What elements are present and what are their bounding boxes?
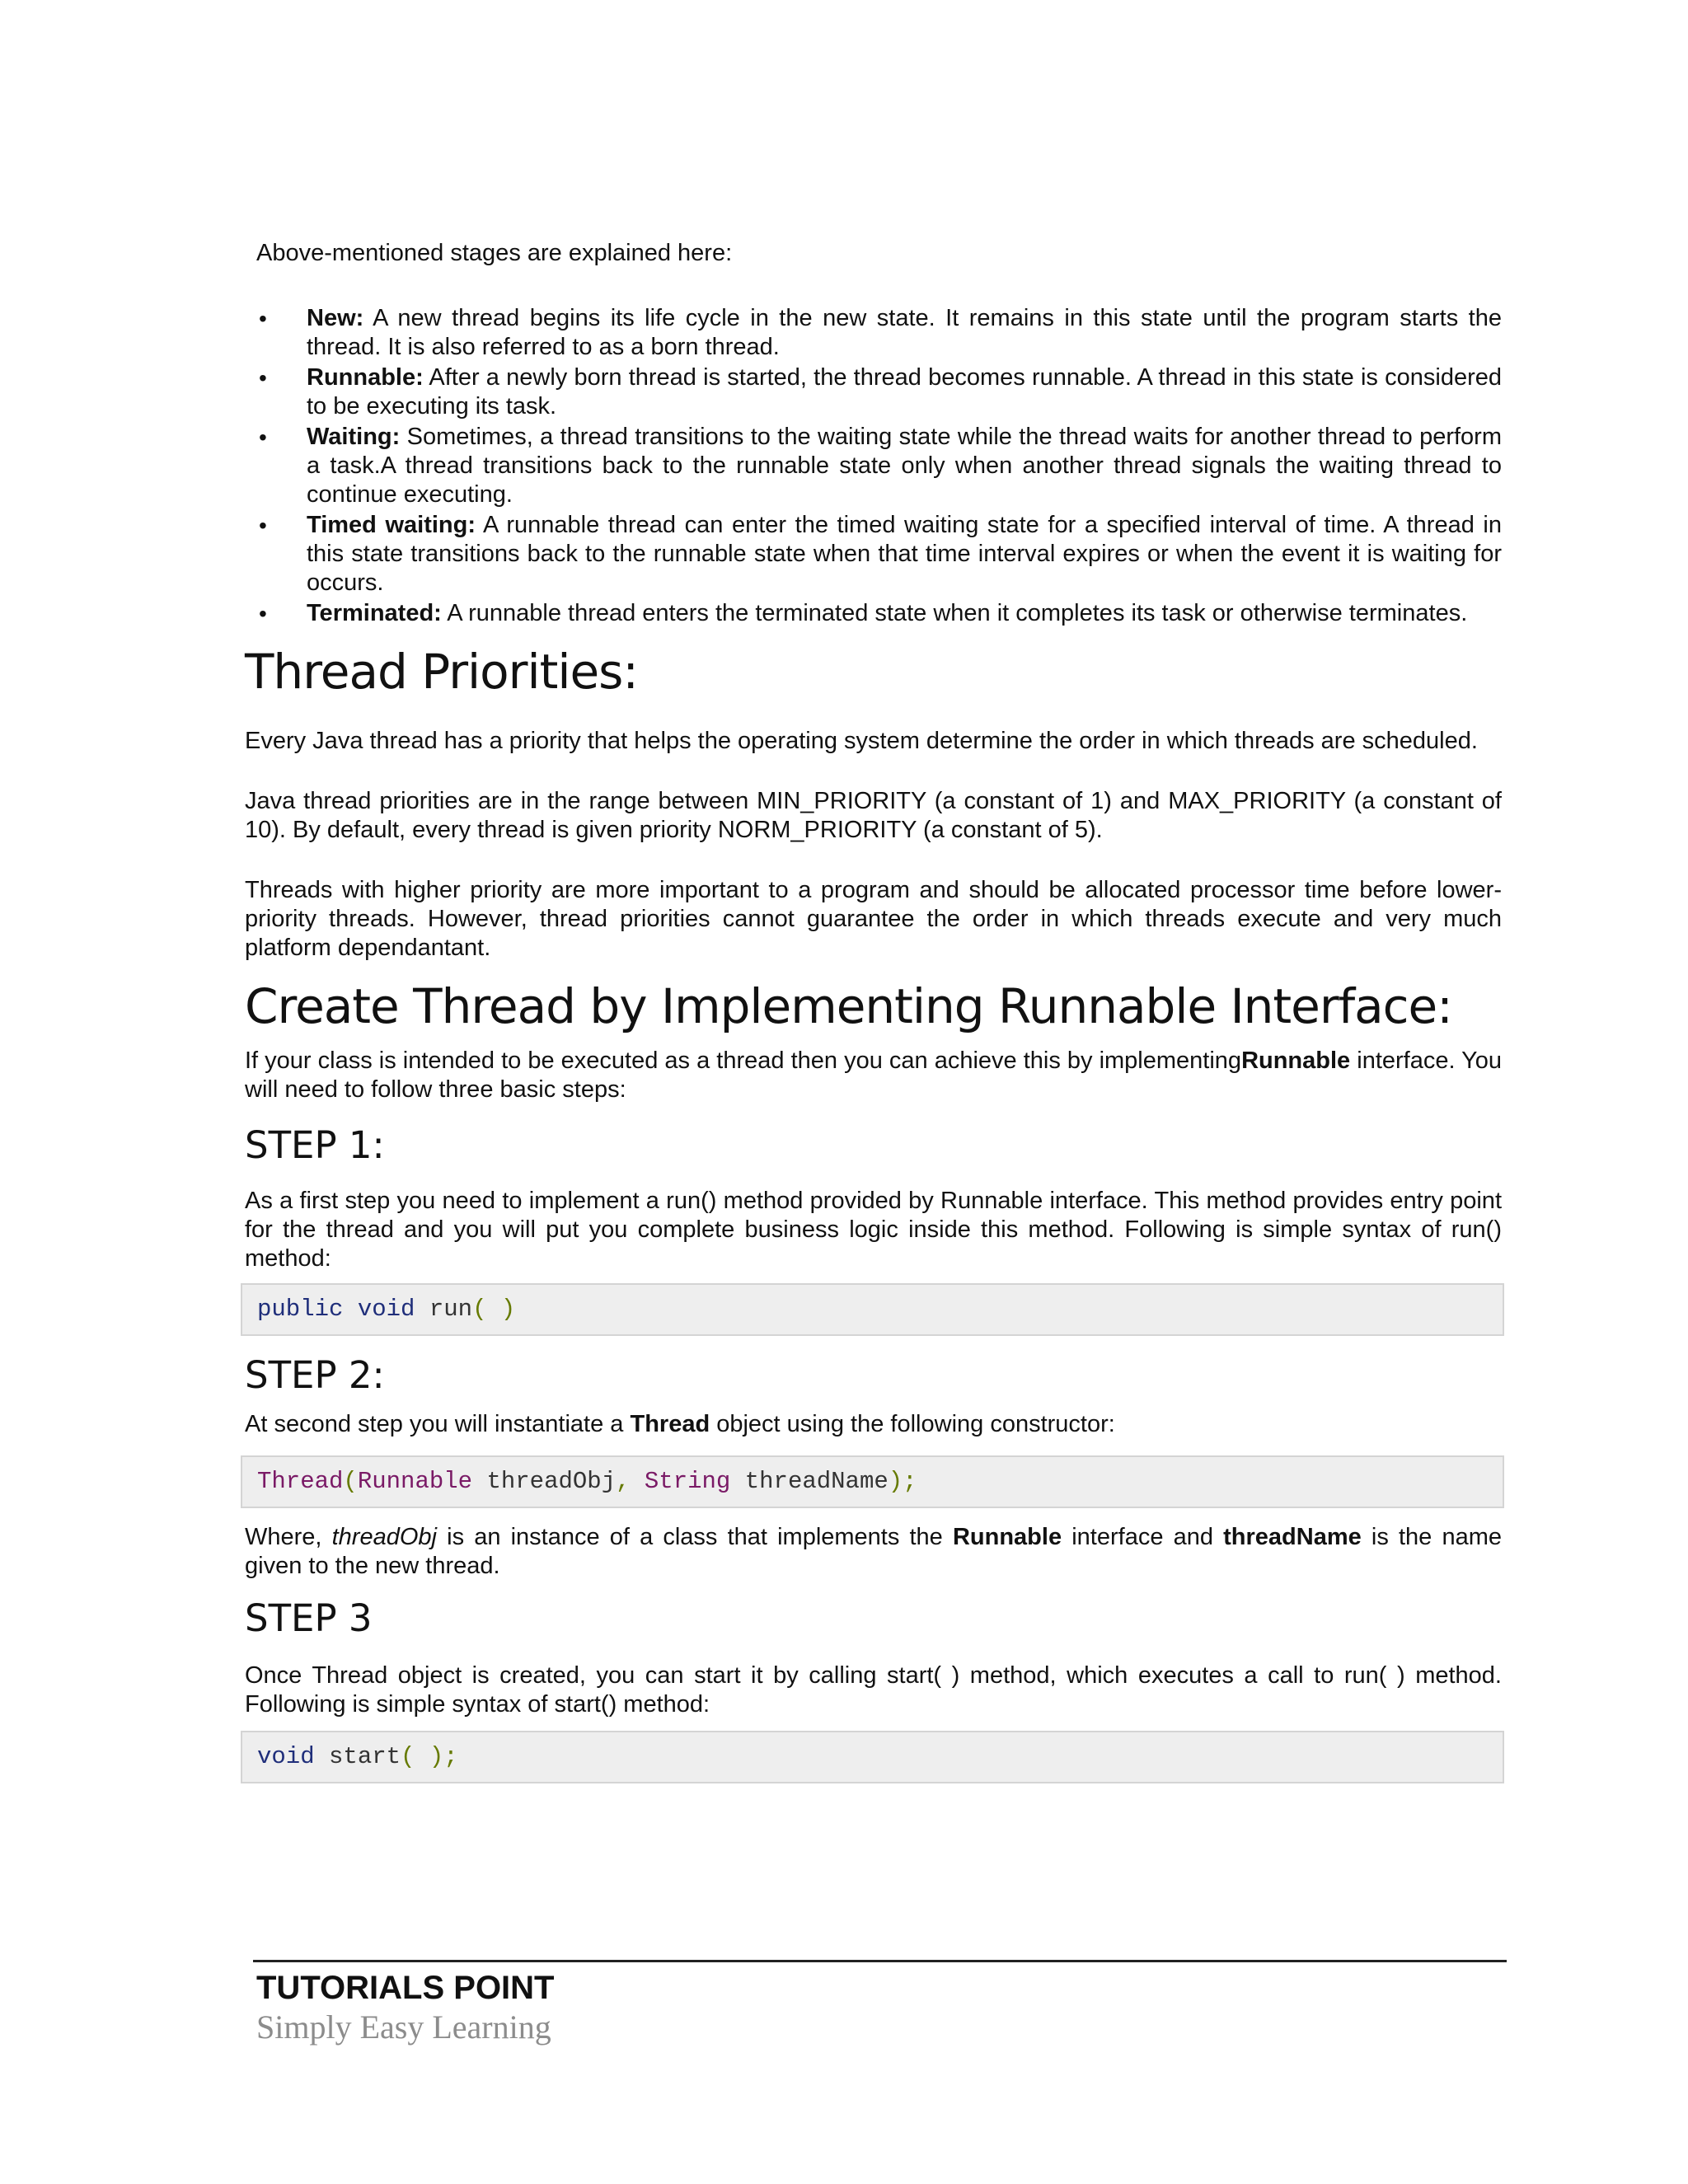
stage-term: Waiting:	[307, 424, 401, 450]
priorities-paragraph-3: Threads with higher priority are more important to a program and should be allocated processor time before lower-priority threads. However, thread priorities cannot guarantee the order in which threads execute and very much platform dependantant.	[245, 877, 1502, 961]
step-2-text: At second step you will instantiate a Thread object using the following constructor:	[245, 1411, 1115, 1437]
create-thread-heading: Create Thread by Implementing Runnable Interface:	[245, 978, 1452, 1034]
footer-title: TUTORIALS POINT	[256, 1970, 555, 2006]
stage-term: Terminated:	[307, 600, 442, 626]
list-item-timed-waiting	[259, 511, 1502, 598]
list-item-runnable	[259, 363, 1502, 421]
code-block-constructor: Thread(Runnable threadObj, String threadName);	[241, 1455, 1504, 1508]
bullet-icon: •	[259, 513, 267, 538]
bullet-icon: •	[259, 424, 267, 450]
stages-list	[245, 304, 1502, 628]
list-item-new	[259, 304, 1502, 362]
priorities-paragraph-1: Every Java thread has a priority that helps the operating system determine the order in which threads are scheduled.	[245, 728, 1478, 754]
stage-text: After a newly born thread is started, the thread becomes runnable. A thread in this state is considered to be executing its task.	[307, 364, 1502, 419]
stage-text: A runnable thread can enter the timed waiting state for a specified interval of time. A thread in this state transitions back to the runnable state when that time interval expires or when the event it is waiting for occurs.	[307, 512, 1502, 596]
stage-text: A new thread begins its life cycle in the new state. It remains in this state until the program starts the thread. It is also referred to as a born thread.	[307, 305, 1502, 360]
stage-text: A runnable thread enters the terminated state when it completes its task or otherwise terminates.	[441, 600, 1468, 626]
step-2-where: Where, threadObj is an instance of a class that implements the Runnable interface and threadName is the name given to the new thread.	[245, 1524, 1502, 1579]
stages-intro: Above-mentioned stages are explained here:	[256, 240, 733, 266]
list-item-terminated	[259, 599, 1502, 628]
page-content	[245, 239, 1502, 1783]
stage-term: Runnable:	[307, 364, 424, 391]
step-1-heading: STEP 1:	[245, 1123, 385, 1167]
create-thread-intro: If your class is intended to be executed as a thread then you can achieve this by implementingRunnable interface. You will need to follow three basic steps:	[245, 1047, 1503, 1103]
step-1-text: As a first step you need to implement a run() method provided by Runnable interface. This method provides entry point for the thread and you will put you complete business logic inside this method. Following is simple syntax of run() method:	[245, 1188, 1502, 1272]
step-2-heading: STEP 2:	[245, 1353, 385, 1397]
footer-subtitle: Simply Easy Learning	[256, 2008, 551, 2046]
priorities-paragraph-2: Java thread priorities are in the range between MIN_PRIORITY (a constant of 1) and MAX_PRIORITY (a constant of 10). By default, every thread is given priority NORM_PRIORITY (a constant of 5).	[245, 788, 1502, 843]
bullet-icon: •	[259, 306, 267, 331]
step-3-heading: STEP 3	[245, 1596, 373, 1640]
step-3-text: Once Thread object is created, you can start it by calling start( ) method, which executes a call to run( ) method. Following is simple syntax of start() method:	[245, 1662, 1502, 1718]
bullet-icon: •	[259, 601, 267, 626]
stage-term: New:	[307, 305, 364, 331]
stage-term: Timed waiting:	[307, 512, 476, 538]
code-block-run: public void run( )	[241, 1283, 1504, 1336]
priorities-heading: Thread Priorities:	[245, 644, 638, 700]
footer-divider	[253, 1960, 1507, 1962]
list-item-waiting	[259, 423, 1502, 509]
code-block-start: void start( );	[241, 1731, 1504, 1783]
stage-text: Sometimes, a thread transitions to the waiting state while the thread waits for another thread to perform a task.A thread transitions back to the runnable state only when another thread signals the waiting thread to continue executing.	[307, 424, 1502, 508]
bullet-icon: •	[259, 365, 267, 391]
